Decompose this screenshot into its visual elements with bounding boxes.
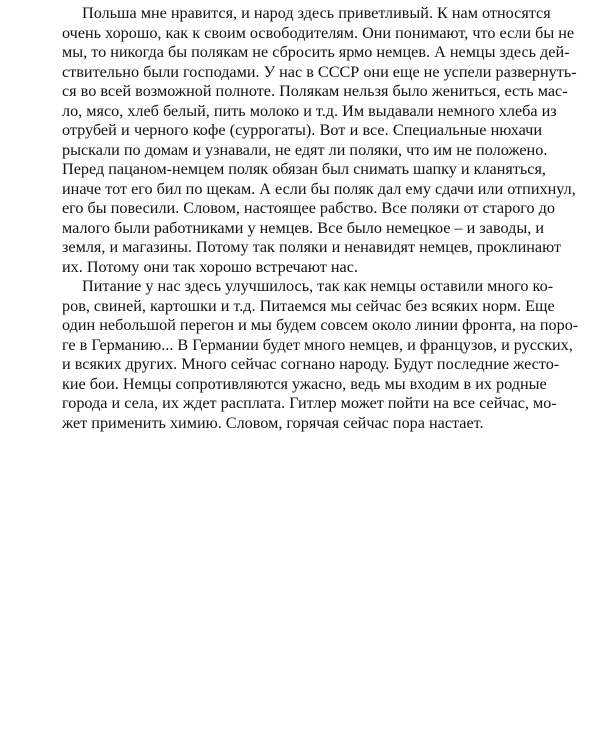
text-line: Перед пацаном-немцем поляк обязан был снимать шапку и кланяться, (62, 160, 546, 178)
text-line: Питание у нас здесь улучшилось, так как немцы оставили много ко- (82, 277, 554, 295)
text-line: земля, и магазины. Потому так поляки и ненавидят немцев, проклинают (62, 238, 562, 256)
text-line: малого были работниками у немцев. Все было немецкое – и заводы, и (62, 218, 544, 237)
text-line: один небольшой перегон и мы будем совсем около линии фронта, на поро- (62, 316, 579, 334)
text-line: города и села, их ждет расплата. Гитлер может пойти на все сейчас, мо- (62, 394, 557, 412)
text-line: отрубей и черного кофе (суррогаты). Вот и все. Специальные нюхачи (62, 121, 542, 139)
text-line: их. Потому они так хорошо встречают нас. (62, 257, 358, 276)
text-line: и всяких других. Много сейчас согнано народу. Будут последние жесто- (62, 355, 560, 373)
text-line: его бы повесили. Словом, настоящее рабство. Все поляки от старого до (62, 199, 556, 217)
text-line: ся во всей возможной полноте. Полякам нельзя было жениться, есть мас- (62, 82, 568, 100)
text-line: очень хорошо, как к своим освободителям. Они понимают, что если бы не (62, 23, 575, 42)
text-line: ров, свиней, картошки и т.д. Питаемся мы сейчас без всяких норм. Еще (62, 296, 555, 315)
text-line: ло, мясо, хлеб белый, пить молоко и т.д. Им выдавали немного хлеба из (62, 101, 557, 120)
text-line: рыскали по домам и узнавали, не едят ли поляки, что им не положено. (62, 140, 548, 159)
text-line: иначе тот его бил по щекам. А если бы поляк дал ему сдачи или отпихнул, (62, 179, 576, 198)
text-line: ствительно были господами. У нас в СССР они еще не успели развернуть- (62, 62, 577, 81)
text-line: кие бои. Немцы сопротивляются ужасно, ведь мы входим в их родные (62, 374, 547, 393)
text-line: мы, то никогда бы полякам не сбросить ярмо немцев. А немцы здесь дей- (62, 43, 570, 61)
text-line: Польша мне нравится, и народ здесь приветливый. К нам относятся (82, 4, 551, 22)
text-line: жет применить химию. Словом, горячая сейчас пора настает. (62, 413, 484, 432)
text-line: ге в Германию... В Германии будет много немцев, и французов, и русских, (62, 335, 573, 354)
